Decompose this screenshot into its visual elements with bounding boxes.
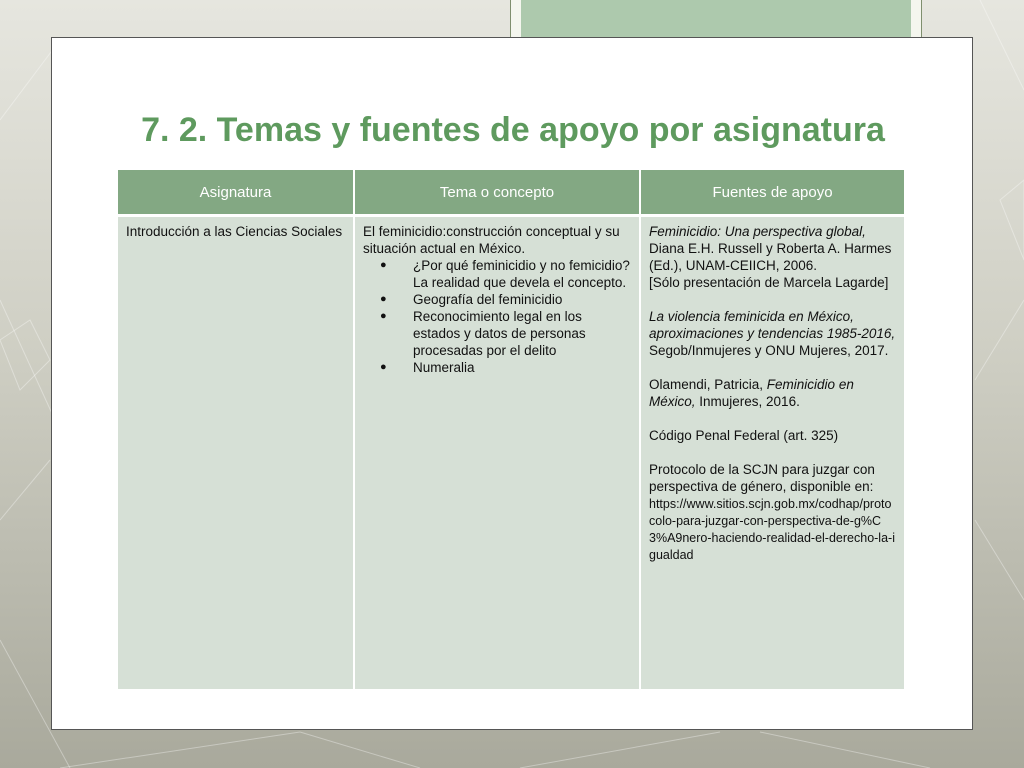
source-violencia-title: La violencia feminicida en México, aproximaciones y tendencias 1985-2016, (649, 309, 896, 341)
table-row (118, 216, 904, 690)
source-olamendi (649, 376, 896, 410)
subtopic-list (363, 257, 631, 376)
cell-subject (118, 216, 354, 690)
cell-topic (354, 216, 640, 690)
source-russell (649, 223, 896, 291)
source-olamendi-title: Feminicidio en México, (649, 377, 854, 409)
subtopic-item: ● Reconocimiento legal en los estados y datos de personas procesadas por el delito (413, 308, 631, 359)
source-protocolo-text: Protocolo de la SCJN para juzgar con perspectiva de género, disponible en: (649, 462, 875, 494)
source-codigo-penal: Código Penal Federal (art. 325) (649, 428, 839, 443)
source-protocolo-url[interactable]: https://www.sitios.scjn.gob.mx/codhap/protocolo-para-juzgar-con-perspectiva-de-g%C3%A9nero-haciendo-realidad-el-derecho-la-igualdad (649, 497, 895, 562)
topic-text: El feminicidio:construcción conceptual y su situación actual en México. (363, 224, 620, 256)
subtopic-item: ● ¿Por qué feminicidio y no femicidio? La realidad que devela el concepto. (413, 257, 631, 291)
header-asignatura: Asignatura (118, 170, 354, 216)
subject-text: Introducción a las Ciencias Sociales (126, 224, 343, 239)
header-tema: Tema o concepto (354, 170, 640, 216)
source-russell-details: Diana E.H. Russell y Roberta A. Harmes (Ed.), UNAM-CEIICH, 2006. (649, 241, 892, 273)
source-olamendi-details: Inmujeres, 2016. (695, 394, 800, 409)
source-protocolo (649, 461, 896, 563)
source-violencia (649, 308, 896, 359)
table-header-row (118, 170, 904, 216)
source-russell-title: Feminicidio: Una perspectiva global, (649, 224, 866, 239)
subtopic-item: ● Geografía del feminicidio (413, 291, 631, 308)
source-violencia-details: Segob/Inmujeres y ONU Mujeres, 2017. (649, 343, 889, 358)
source-olamendi-author: Olamendi, Patricia, (649, 377, 767, 392)
slide (51, 37, 973, 730)
cell-sources (640, 216, 904, 690)
subjects-table (118, 170, 904, 689)
slide-title: 7. 2. Temas y fuentes de apoyo por asignatura (141, 111, 885, 149)
header-fuentes: Fuentes de apoyo (640, 170, 904, 216)
subtopic-item: ● Numeralia (413, 359, 631, 376)
source-russell-note: [Sólo presentación de Marcela Lagarde] (649, 275, 889, 290)
